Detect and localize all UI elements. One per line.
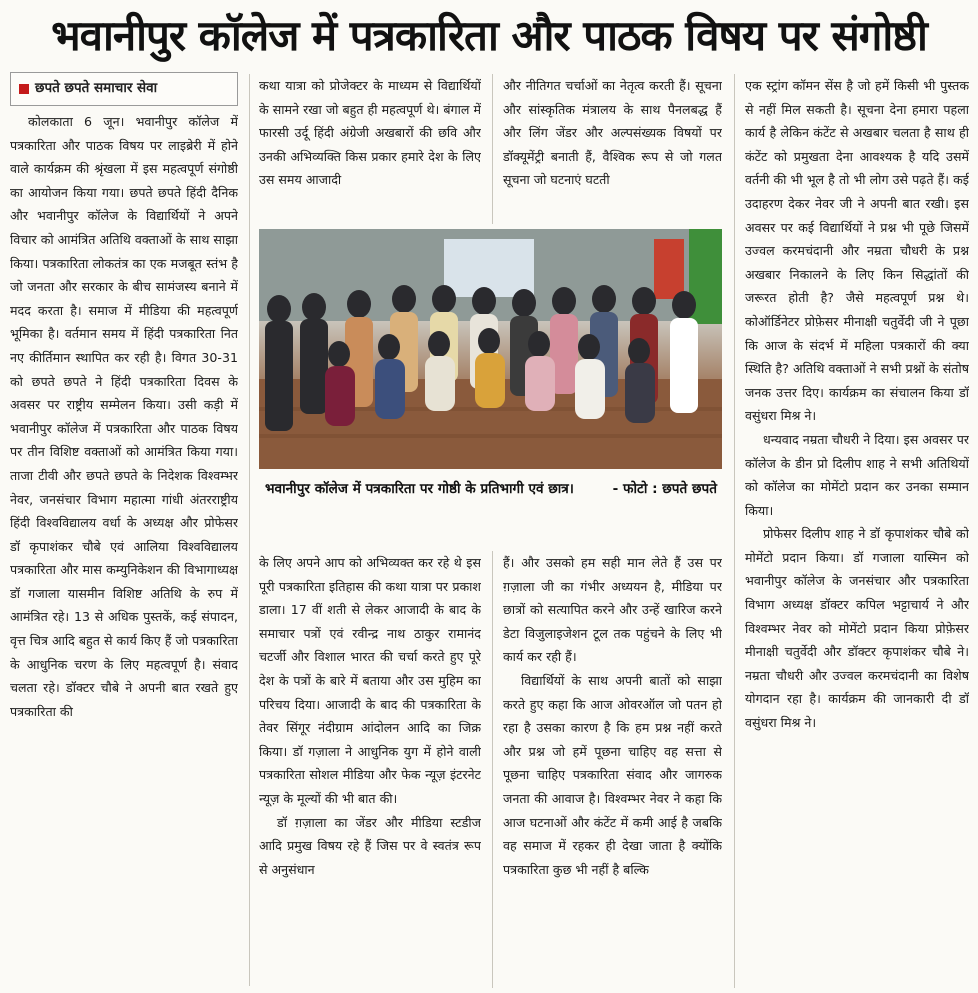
article-column-3-bottom [503,551,722,988]
article-paragraph: के लिए अपने आप को अभिव्यक्त कर रहे थे इस पूरी पत्रकारिता इतिहास की कथा यात्रा पर प्रकाश डाला। 17 वीं शती से लेकर आजादी के बाद के समाचार पत्रों एवं रवीन्द्र नाथ ठाकुर रामानंद चटर्जी और विशाल भारत की चर्चा करते हुए पूरे देश के पत्रों के बारे में बताया और उस मुहिम का परिचय दिया। आजादी के बाद की पत्रकारिता के तेवर सिंगूर नंदीग्राम आंदोलन आदि का जिक्र किया। डॉ गज़ाला ने आधुनिक युग में होने वाली पत्रकारिता सोशल मीडिया और फेक न्यूज़ इंटरनेट न्यूज़ के मूल्यों की भी बात की। [259,555,481,806]
article-column-1 [10,72,238,988]
article-paragraph: हैं। और उसको हम सही मान लेते हैं उस पर ग़ज़ाला जी का गंभीर अध्ययन है, मीडिया पर छात्रों को सत्यापित करने और उन्हें खारिज करने डेटा विजुलाइजेशन टूल तक पहुंचने के लिए भी कार्य कर रही हैं। [503,555,722,665]
news-service-kicker [10,72,238,106]
article-paragraph: विद्यार्थियों के साथ अपनी बातों को साझा करते हुए कहा कि आज ओवरऑल जो पतन हो रहा है उसका कारण है कि हम प्रश्न नहीं करते और प्रश्न जो हमें पूछना चाहिए वह सत्ता से पूछना चाहिए पत्रकारिता संवाद और जागरुक जनता की आवाज है। विश्वम्भर नेवर ने कहा कि आज घटनाओं और कंटेंट में कमी आई है जबकि वह समाज में रहकर ही देखा जाता है क्योंकि पत्रकारिता कुछ भी नहीं है बल्कि [503,672,722,877]
column-divider [249,74,250,986]
article-paragraph: कोलकाता 6 जून। भवानीपुर कॉलेज में पत्रकारिता और पाठक विषय पर लाइब्रेरी में होने वाले कार्यक्रम की श्रृंखला में इस महत्वपूर्ण संगोष्ठी का आयोजन किया गया। छपते छपते हिंदी दैनिक और भवानीपुर कॉलेज के विद्यार्थियों ने अपने विचार को आमंत्रित अतिथि वक्ताओं के साथ साझा किया। पत्रकारिता लोकतंत्र का एक मजबूत स्तंभ है जो जनता और सरकार के बीच सामंजस्य बनाने में मदद करता है। समाज में मीडिया की महत्वपूर्ण भूमिका है। वर्तमान समय में हिंदी पत्रकारिता नित नए कीर्तिमान स्थापित कर रही है। विगत 30-31 को छपते छपते ने हिंदी पत्रकारिता दिवस के अवसर पर राष्ट्रीय सम्मेलन किया। उसी कड़ी में भवानीपुर कॉलेज में पत्रकारिता और पाठक विषय पर तीन विशिष्ट वक्ताओं को आमंत्रित किया गया। ताजा टीवी और छपते छपते के निदेशक विश्वम्भर नेवर, जनसंचार विभाग महात्मा गांधी अंतरराष्ट्रीय हिंदी विश्वविद्यालय वर्धा के अध्यक्ष और प्रोफेसर डॉ कृपाशंकर चौबे एवं आलिया विश्वविद्यालय पत्रकारिता और मास कम्युनिकेशन की विभागाध्यक्ष डॉ गजाला यासमीन विशिष्ट अतिथि के रुप में आमंत्रित रहे। 13 से अधिक पुस्तकें, कई संपादन, वृत्त चित्र आदि बहुत से कार्य किए हैं जो पत्रकारिता के आधुनिक चरण के लिए महत्वपूर्ण है। संवाद चलता रहे। डॉक्टर चौबे ने अपनी बात रखते हुए पत्रकारिता की [10,114,238,719]
group-photo [259,229,722,469]
photo-credit: - फोटो : छपते छपते [612,481,717,497]
photo-caption-text: भवानीपुर कॉलेज में पत्रकारिता पर गोष्ठी के प्रतिभागी एवं छात्र। [265,481,574,497]
group-photo-illustration [259,229,722,469]
article-column-3-top [503,74,722,222]
article-paragraph: एक स्ट्रांग कॉमन सेंस है जो हमें किसी भी पुस्तक से नहीं मिल सकती है। सूचना देना हमारा पहला कार्य है लेकिन कंटेंट से अखबार चलता है साथ ही कंटेंट को प्रमुखता देना आवश्यक है यदि उसमें वर्तनी की भी भूल है तो भी लोग उसे पढ़ते हैं। कई उदाहरण देकर नेवर जी ने अपनी बात रखी। इस अवसर पर कई विद्यार्थियों ने प्रश्न भी पूछे जिसमें उज्वल करमचंदानी और नम्रता चौधरी के प्रश्न अखबार निकालने के लिए किन सिद्धांतों की जरूरत होती है? जैसे महत्वपूर्ण प्रश्न थे। कोऑर्डिनेटर प्रोफ़ेसर मीनाक्षी चतुर्वेदी जी ने पूछा कि आज के संदर्भ में महिला पत्रकारों की क्या स्थिति है? अतिथि वक्ताओं ने सभी प्रश्नों के संतोष जनक उत्तर दिए। कार्यक्रम का संचालन किया डॉ वसुंधरा मिश्र ने। [745,78,969,424]
headline: भवानीपुर कॉलेज में पत्रकारिता और पाठक विषय पर संगोष्ठी [51,11,927,60]
photo-caption [265,477,717,501]
column-divider [734,74,735,988]
column-divider [492,74,493,224]
red-square-bullet-icon [19,84,29,94]
column-divider [492,551,493,988]
article-column-2-top [259,74,481,222]
news-service-label: छपते छपते समाचार सेवा [35,80,158,97]
article-paragraph: धन्यवाद नम्रता चौधरी ने दिया। इस अवसर पर कॉलेज के डीन प्रो दिलीप शाह ने सभी अतिथियों को कॉलेज का मोमेंटो प्रदान कर उनका सम्मान किया। [745,431,969,518]
article-column-4 [745,74,969,988]
article-column-2-bottom [259,551,481,988]
article-paragraph: प्रोफेसर दिलीप शाह ने डॉ कृपाशंकर चौबे को मोमेंटो प्रदान किया। डॉ गजाला यास्मिन को भवानीपुर कॉलेज के जनसंचार और पत्रकारिता विभाग अध्यक्ष डॉक्टर कपिल भट्टाचार्य ने और विश्वम्भर नेवर को मोमेंटो प्रदान किया प्रोफ़ेसर मीनाक्षी चतुर्वेदी और डॉक्टर कृपाशंकर चौबे ने। नम्रता चौधरी और उज्वल करमचंदानी का विशेष योगदान रहा है। कार्यक्रम की जानकारी दी डॉ वसुंधरा मिश्र ने। [745,526,969,731]
article-paragraph: कथा यात्रा को प्रोजेक्टर के माध्यम से विद्यार्थियों के सामने रखा जो बहुत ही महत्वपूर्ण थे। बंगाल में फारसी उर्दू हिंदी अंग्रेजी अखबारों की छवि और उनकी अभिव्यक्ति किस प्रकार हमारे देश के लिए उस समय आजादी [259,78,481,188]
photo-block [259,229,722,537]
article-paragraph: और नीतिगत चर्चाओं का नेतृत्व करती हैं। सूचना और सांस्कृतिक मंत्रालय के साथ पैनलबद्ध हैं और लिंग जेंडर और अल्पसंख्यक विषयों पर डॉक्यूमेंट्री बनाती हैं, वैश्विक रूप से जो गलत सूचना जो घटनाएं घटती [503,78,722,188]
article-paragraph: डॉ ग़ज़ाला का जेंडर और मीडिया स्टडीज आदि प्रमुख विषय रहे हैं जिस पर वे स्वतंत्र रूप से अनुसंधान [259,814,481,877]
